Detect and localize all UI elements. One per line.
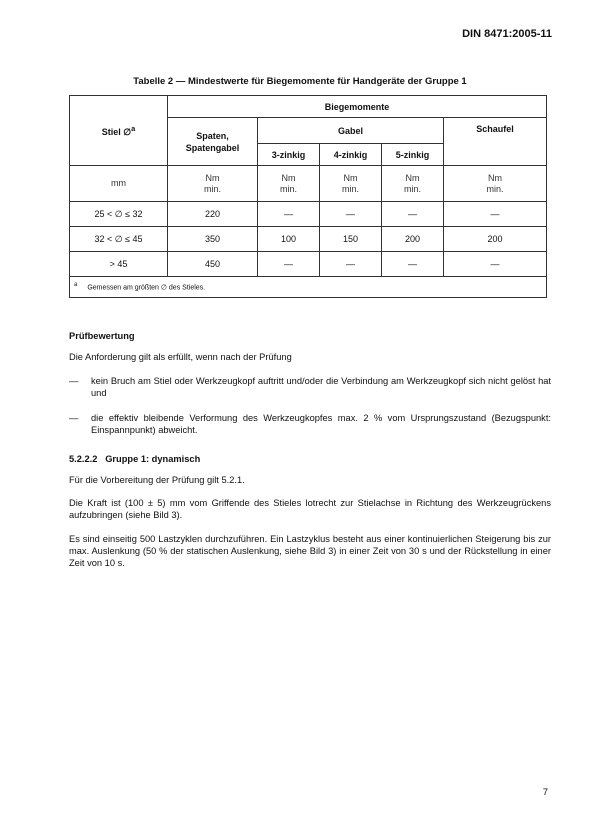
cell-5-zinkig: — — [382, 202, 444, 227]
unit-nm: Nm — [343, 172, 358, 183]
header-5-zinkig: 5-zinkig — [382, 144, 444, 166]
cell-spaten: 450 — [168, 252, 258, 277]
header-spaten-line2: Spatengabel — [185, 142, 240, 153]
header-3-zinkig: 3-zinkig — [258, 144, 320, 166]
unit-min: min. — [279, 183, 297, 194]
cell-spaten: 350 — [168, 227, 258, 252]
cell-3-zinkig: — — [258, 202, 320, 227]
unit-spaten — [168, 166, 258, 202]
list-item-text: kein Bruch am Stiel oder Werkzeugkopf auftritt und/oder die Verbindung am Werkzeugkopf sich nicht gelöst hat und — [91, 376, 551, 398]
unit-5-zinkig — [382, 166, 444, 202]
header-stiel-label: Stiel ∅ — [101, 126, 132, 137]
cell-spaten: 220 — [168, 202, 258, 227]
cell-5-zinkig: 200 — [382, 227, 444, 252]
cell-5-zinkig: — — [382, 252, 444, 277]
cell-3-zinkig: 100 — [258, 227, 320, 252]
section-title: Gruppe 1: dynamisch — [105, 454, 201, 464]
header-spaten — [168, 118, 258, 166]
table-row — [70, 227, 547, 252]
cell-schaufel: 200 — [444, 227, 547, 252]
cell-range: 32 < ∅ ≤ 45 — [70, 227, 168, 252]
pruefbewertung-heading: Prüfbewertung — [69, 331, 135, 341]
footnote-mark: a — [74, 282, 78, 289]
list-item — [69, 412, 551, 436]
pruefbewertung-intro: Die Anforderung gilt als erfüllt, wenn nach der Prüfung — [69, 352, 292, 362]
list-dash: — — [69, 413, 79, 423]
header-4-zinkig: 4-zinkig — [320, 144, 382, 166]
cell-range: > 45 — [70, 252, 168, 277]
paragraph: Für die Vorbereitung der Prüfung gilt 5.2.1. — [69, 475, 245, 485]
header-biegemomente: Biegemomente — [168, 96, 547, 118]
section-number: 5.2.2.2 — [69, 454, 98, 464]
cell-3-zinkig: — — [258, 252, 320, 277]
cell-schaufel: — — [444, 202, 547, 227]
section-heading — [69, 453, 551, 465]
header-schaufel: Schaufel — [444, 118, 547, 166]
list-item-text: die effektiv bleibende Verformung des Werkzeugkopfes max. 2 % vom Ursprungszustand (Bezugspunkt: Einspannpunkt) abweicht. — [91, 413, 551, 435]
unit-schaufel — [444, 166, 547, 202]
unit-nm: Nm — [281, 172, 296, 183]
header-stiel-footnote-mark: a — [131, 123, 136, 133]
list-item — [69, 375, 551, 399]
cell-4-zinkig: — — [320, 202, 382, 227]
unit-min: min. — [403, 183, 421, 194]
unit-min: min. — [203, 183, 221, 194]
unit-min: min. — [486, 183, 504, 194]
table-row — [70, 202, 547, 227]
unit-mm: mm — [70, 166, 168, 202]
table-caption: Tabelle 2 — Mindestwerte für Biegemomente für Handgeräte der Gruppe 1 — [133, 76, 467, 87]
header-spaten-line1: Spaten, — [196, 130, 229, 141]
table-row — [70, 252, 547, 277]
unit-nm: Nm — [205, 172, 220, 183]
cell-4-zinkig: — — [320, 252, 382, 277]
footnote-text: Gemessen am größten ∅ des Stieles. — [87, 284, 206, 292]
bending-moment-table — [69, 95, 547, 298]
header-stiel-cell — [70, 96, 168, 118]
paragraph: Die Kraft ist (100 ± 5) mm vom Griffende des Stieles lotrecht zur Stielachse in Richtung des Werkzeugrückens aufzubringen (siehe Bild 3). — [69, 498, 551, 520]
header-stiel — [70, 118, 168, 144]
unit-nm: Nm — [405, 172, 420, 183]
unit-min: min. — [341, 183, 359, 194]
header-stiel-spacer — [70, 144, 168, 166]
list-dash: — — [69, 376, 79, 386]
cell-4-zinkig: 150 — [320, 227, 382, 252]
unit-4-zinkig — [320, 166, 382, 202]
cell-schaufel: — — [444, 252, 547, 277]
unit-3-zinkig — [258, 166, 320, 202]
document-id: DIN 8471:2005-11 — [462, 28, 552, 40]
cell-range: 25 < ∅ ≤ 32 — [70, 202, 168, 227]
header-gabel: Gabel — [258, 118, 444, 144]
paragraph: Es sind einseitig 500 Lastzyklen durchzuführen. Ein Lastzyklus besteht aus einer kontinuierlichen Steigerung bis zur max. Auslenkung (50 % der statischen Auslenkung, siehe Bild 3) in einer Zeit von 30 s und der Rückstellung in einer Zeit von 10 s. — [69, 534, 551, 568]
unit-nm: Nm — [488, 172, 503, 183]
page-number: 7 — [542, 787, 548, 798]
table-footnote — [70, 277, 547, 298]
